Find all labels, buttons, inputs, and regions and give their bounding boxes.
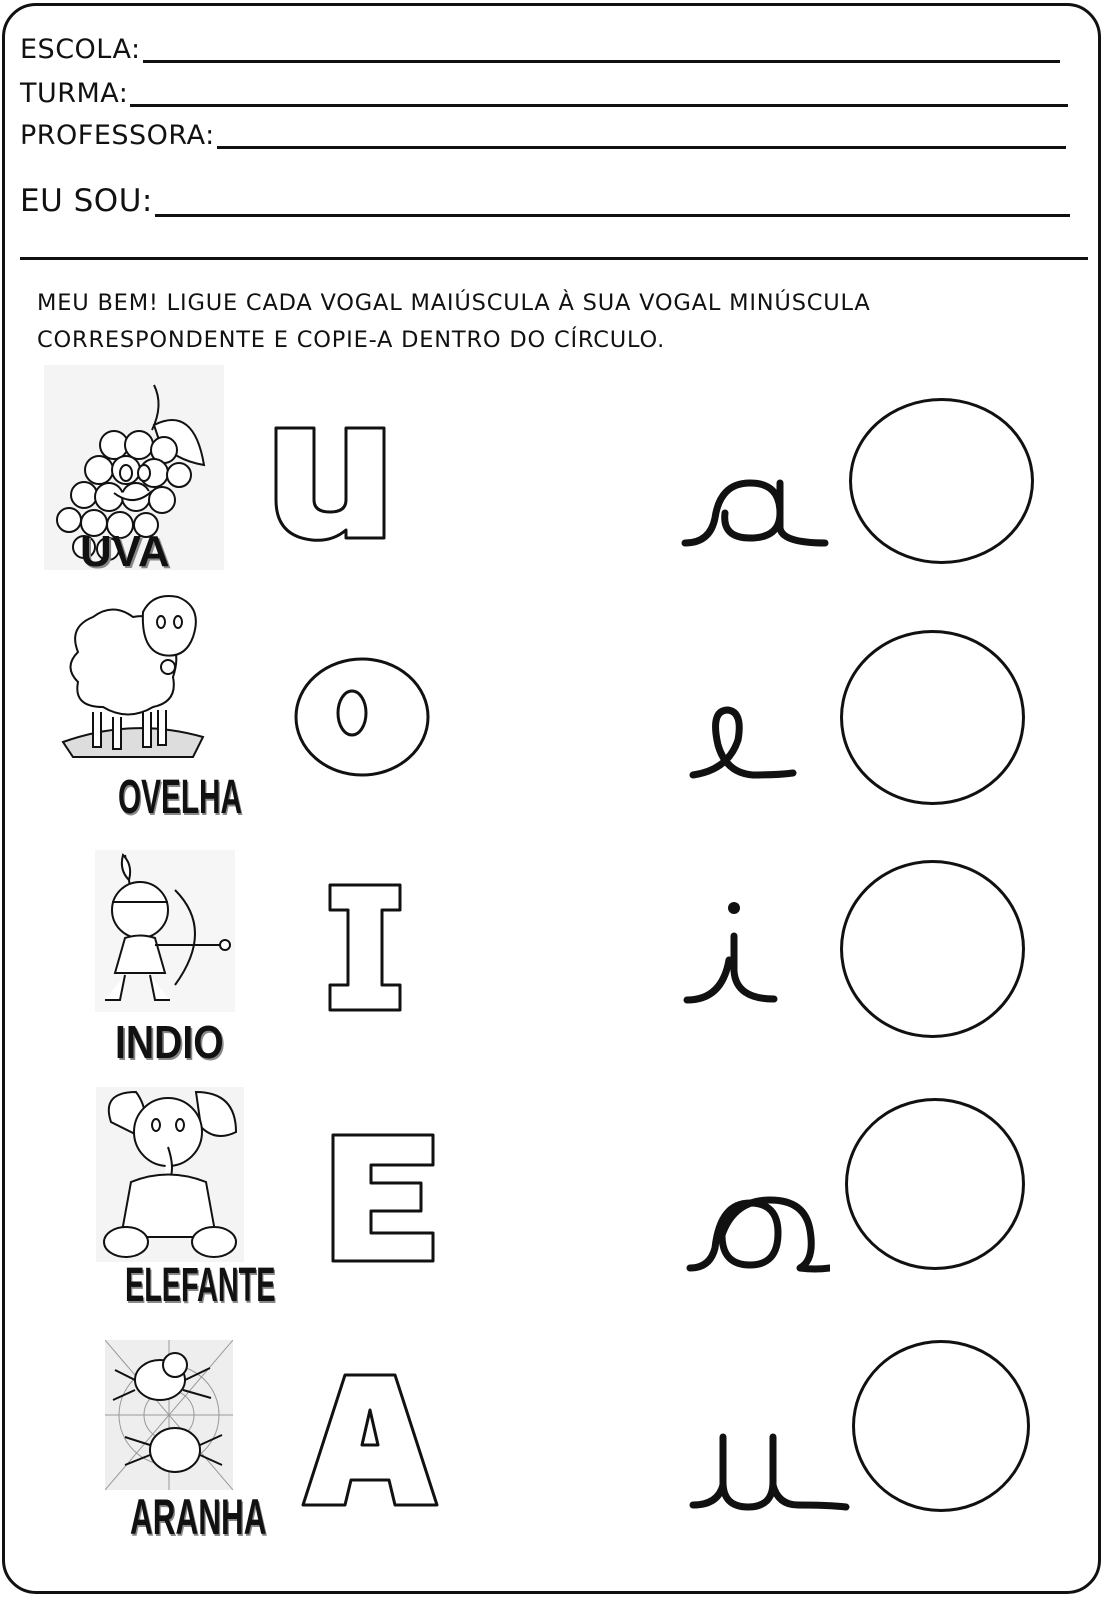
answer-circle-4[interactable]	[845, 1098, 1025, 1270]
elephant-icon	[96, 1087, 244, 1262]
eu-sou-label: EU SOU:	[20, 183, 153, 219]
answer-circle-2[interactable]	[840, 630, 1025, 805]
cursive-e-letter	[688, 690, 803, 785]
turma-input-line[interactable]	[130, 104, 1068, 107]
picture-label-aranha: ARANHA	[130, 1489, 267, 1545]
eu-sou-input-line[interactable]	[155, 214, 1070, 217]
answer-circle-5[interactable]	[852, 1340, 1030, 1512]
spider-icon	[105, 1340, 233, 1490]
cursive-e-variant-letter	[685, 1190, 830, 1275]
escola-field	[20, 36, 1060, 63]
instruction-text	[37, 285, 871, 359]
escola-input-line[interactable]	[143, 60, 1060, 63]
uppercase-i-letter	[325, 880, 405, 1015]
sheep-icon	[58, 592, 208, 762]
cursive-u-letter	[688, 1425, 853, 1515]
picture-label-ovelha: OVELHA	[118, 771, 243, 824]
picture-label-indio: INDIO	[115, 1016, 224, 1068]
instruction-line-2: CORRESPONDENTE E COPIE-A DENTRO DO CÍRCULO.	[37, 327, 666, 353]
professora-label: PROFESSORA:	[20, 120, 215, 151]
uppercase-e-letter	[328, 1130, 438, 1265]
answer-circle-1[interactable]	[849, 398, 1034, 564]
professora-field	[20, 122, 1066, 149]
turma-field	[20, 80, 1068, 107]
cursive-a-letter	[680, 458, 830, 553]
indian-archer-icon	[95, 850, 235, 1012]
uppercase-o-letter	[292, 655, 432, 780]
turma-label: TURMA:	[20, 78, 129, 109]
cursive-i-letter	[682, 898, 782, 1010]
instruction-line-1: MEU BEM! LIGUE CADA VOGAL MAIÚSCULA À SUA VOGAL MINÚSCULA	[37, 290, 871, 316]
escola-label: ESCOLA:	[20, 34, 141, 65]
name-extra-line[interactable]	[20, 257, 1088, 260]
eu-sou-field	[20, 183, 1070, 219]
answer-circle-3[interactable]	[840, 860, 1025, 1038]
professora-input-line[interactable]	[217, 146, 1066, 149]
picture-label-uva: UVA	[80, 527, 170, 576]
picture-label-elefante: ELEFANTE	[125, 1259, 276, 1312]
uppercase-a-letter	[300, 1370, 440, 1510]
uppercase-u-letter	[268, 420, 393, 550]
